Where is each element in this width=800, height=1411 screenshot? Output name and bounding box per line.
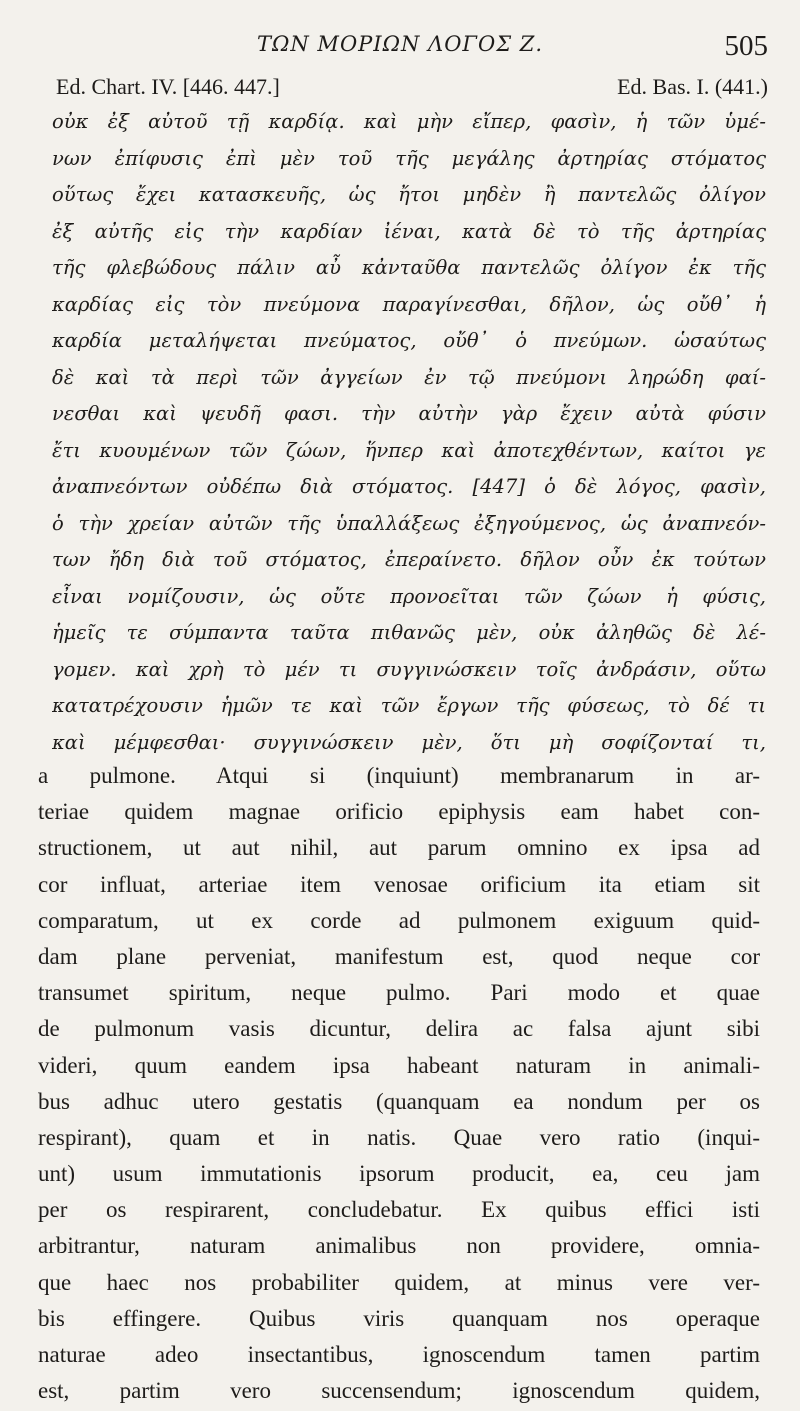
latin-text-line: que haec nos probabiliter quidem, at minus vere ver-	[38, 1269, 760, 1295]
latin-text-line: videri, quum eandem ipsa habeant naturam in animali-	[38, 1052, 760, 1078]
latin-text-line: est, partim vero succensendum; ignoscendum quidem,	[38, 1378, 760, 1404]
running-head	[0, 30, 800, 64]
latin-text-line: arbitrantur, naturam animalibus non providere, omnia-	[38, 1233, 760, 1259]
edition-reference-line	[56, 74, 768, 102]
latin-text-line: dam plane perveniat, manifestum est, quod neque cor	[38, 943, 760, 969]
greek-text-line: ὁ τὴν χρείαν αὐτῶν τῆς ὑπαλλάξεως ἐξηγούμενος, ὡς ἀναπνεόν-	[52, 511, 766, 535]
latin-text-block	[38, 758, 760, 1409]
latin-text-line: structionem, ut aut nihil, aut parum omnino ex ipsa ad	[38, 835, 760, 861]
latin-text-line: respirant), quam et in natis. Quae vero ratio (inqui-	[38, 1124, 760, 1150]
greek-text-line: καρδίας εἰς τὸν πνεύμονα παραγίνεσθαι, δῆλον, ὡς οὔθ᾽ ἡ	[52, 292, 766, 316]
latin-text-line: naturae adeo insectantibus, ignoscendum tamen partim	[38, 1342, 760, 1367]
greek-text-line: ἔτι κυουμένων τῶν ζώων, ἥνπερ καὶ ἀποτεχθέντων, καίτοι γε	[52, 438, 766, 462]
greek-text-line: καρδία μεταλήψεται πνεύματος, οὔθ᾽ ὁ πνεύμων. ὡσαύτως	[52, 329, 766, 352]
greek-text-line: ἀναπνεόντων οὐδέπω διὰ στόματος. [447] ὁ δὲ λόγος, φασὶν,	[52, 475, 766, 498]
greek-text-line: καὶ μέμφεσθαι· συγγινώσκειν μὲν, ὅτι μὴ σοφίζονταί τι,	[52, 730, 766, 754]
greek-text-line: οὕτως ἔχει κατασκευῆς, ὡς ἤτοι μηδὲν ἢ παντελῶς ὀλίγον	[52, 183, 766, 206]
greek-text-line: κατατρέχουσιν ἡμῶν τε καὶ τῶν ἔργων τῆς φύσεως, τὸ δέ τι	[52, 694, 766, 717]
latin-text-line: transumet spiritum, neque pulmo. Pari modo et quae	[38, 980, 760, 1006]
greek-text-line: εἶναι νομίζουσιν, ὡς οὔτε προνοεῖται τῶν ζώων ἡ φύσις,	[52, 584, 766, 608]
greek-text-line: νων ἐπίφυσις ἐπὶ μὲν τοῦ τῆς μεγάλης ἀρτηρίας στόματος	[52, 146, 766, 170]
page-number: 505	[724, 30, 768, 62]
latin-text-line: de pulmonum vasis dicuntur, delira ac falsa ajunt sibi	[38, 1016, 760, 1042]
greek-text-line: νεσθαι καὶ ψευδῆ φασι. τὴν αὐτὴν γὰρ ἔχειν αὐτὰ φύσιν	[52, 402, 766, 425]
greek-text-line: ἐξ αὐτῆς εἰς τὴν καρδίαν ἰέναι, κατὰ δὲ τὸ τῆς ἀρτηρίας	[52, 219, 766, 243]
greek-text-line: τῆς φλεβώδους πάλιν αὖ κἀνταῦθα παντελῶς ὀλίγον ἐκ τῆς	[52, 256, 766, 279]
latin-text-line: bus adhuc utero gestatis (quanquam ea nondum per os	[38, 1088, 760, 1114]
latin-text-line: per os respirarent, concludebatur. Ex quibus effici isti	[38, 1197, 760, 1223]
latin-text-line: unt) usum immutationis ipsorum producit, ea, ceu jam	[38, 1161, 760, 1187]
greek-text-line: ἡμεῖς τε σύμπαντα ταῦτα πιθανῶς μὲν, οὐκ ἀληθῶς δὲ λέ-	[52, 621, 766, 644]
latin-text-line: bis effingere. Quibus viris quanquam nos operaque	[38, 1305, 760, 1331]
latin-text-line: teriae quidem magnae orificio epiphysis eam habet con-	[38, 799, 760, 825]
greek-text-line: γομεν. καὶ χρὴ τὸ μέν τι συγγινώσκειν τοῖς ἀνδράσιν, οὕτω	[52, 657, 766, 681]
greek-text-block	[52, 104, 766, 761]
greek-text-line: των ἤδη διὰ τοῦ στόματος, ἐπεραίνετο. δῆλον οὖν ἐκ τούτων	[52, 548, 766, 571]
latin-text-line: comparatum, ut ex corde ad pulmonem exiguum quid-	[38, 907, 760, 933]
running-title: ΤΩΝ ΜΟΡΙΩΝ ΛΟΓΟΣ Ζ.	[256, 32, 544, 56]
edition-reference-basel: Ed. Bas. I. (441.)	[617, 74, 768, 99]
edition-reference-chartier: Ed. Chart. IV. [446. 447.]	[56, 74, 280, 99]
latin-text-line: cor influat, arteriae item venosae orificium ita etiam sit	[38, 871, 760, 897]
greek-text-line: δὲ καὶ τὰ περὶ τῶν ἀγγείων ἐν τῷ πνεύμονι ληρώδη φαί-	[52, 365, 766, 389]
greek-text-line: οὐκ ἐξ αὐτοῦ τῇ καρδίᾳ. καὶ μὴν εἴπερ, φασὶν, ἡ τῶν ὑμέ-	[52, 110, 766, 133]
latin-text-line: a pulmone. Atqui si (inquiunt) membranarum in ar-	[38, 763, 760, 788]
